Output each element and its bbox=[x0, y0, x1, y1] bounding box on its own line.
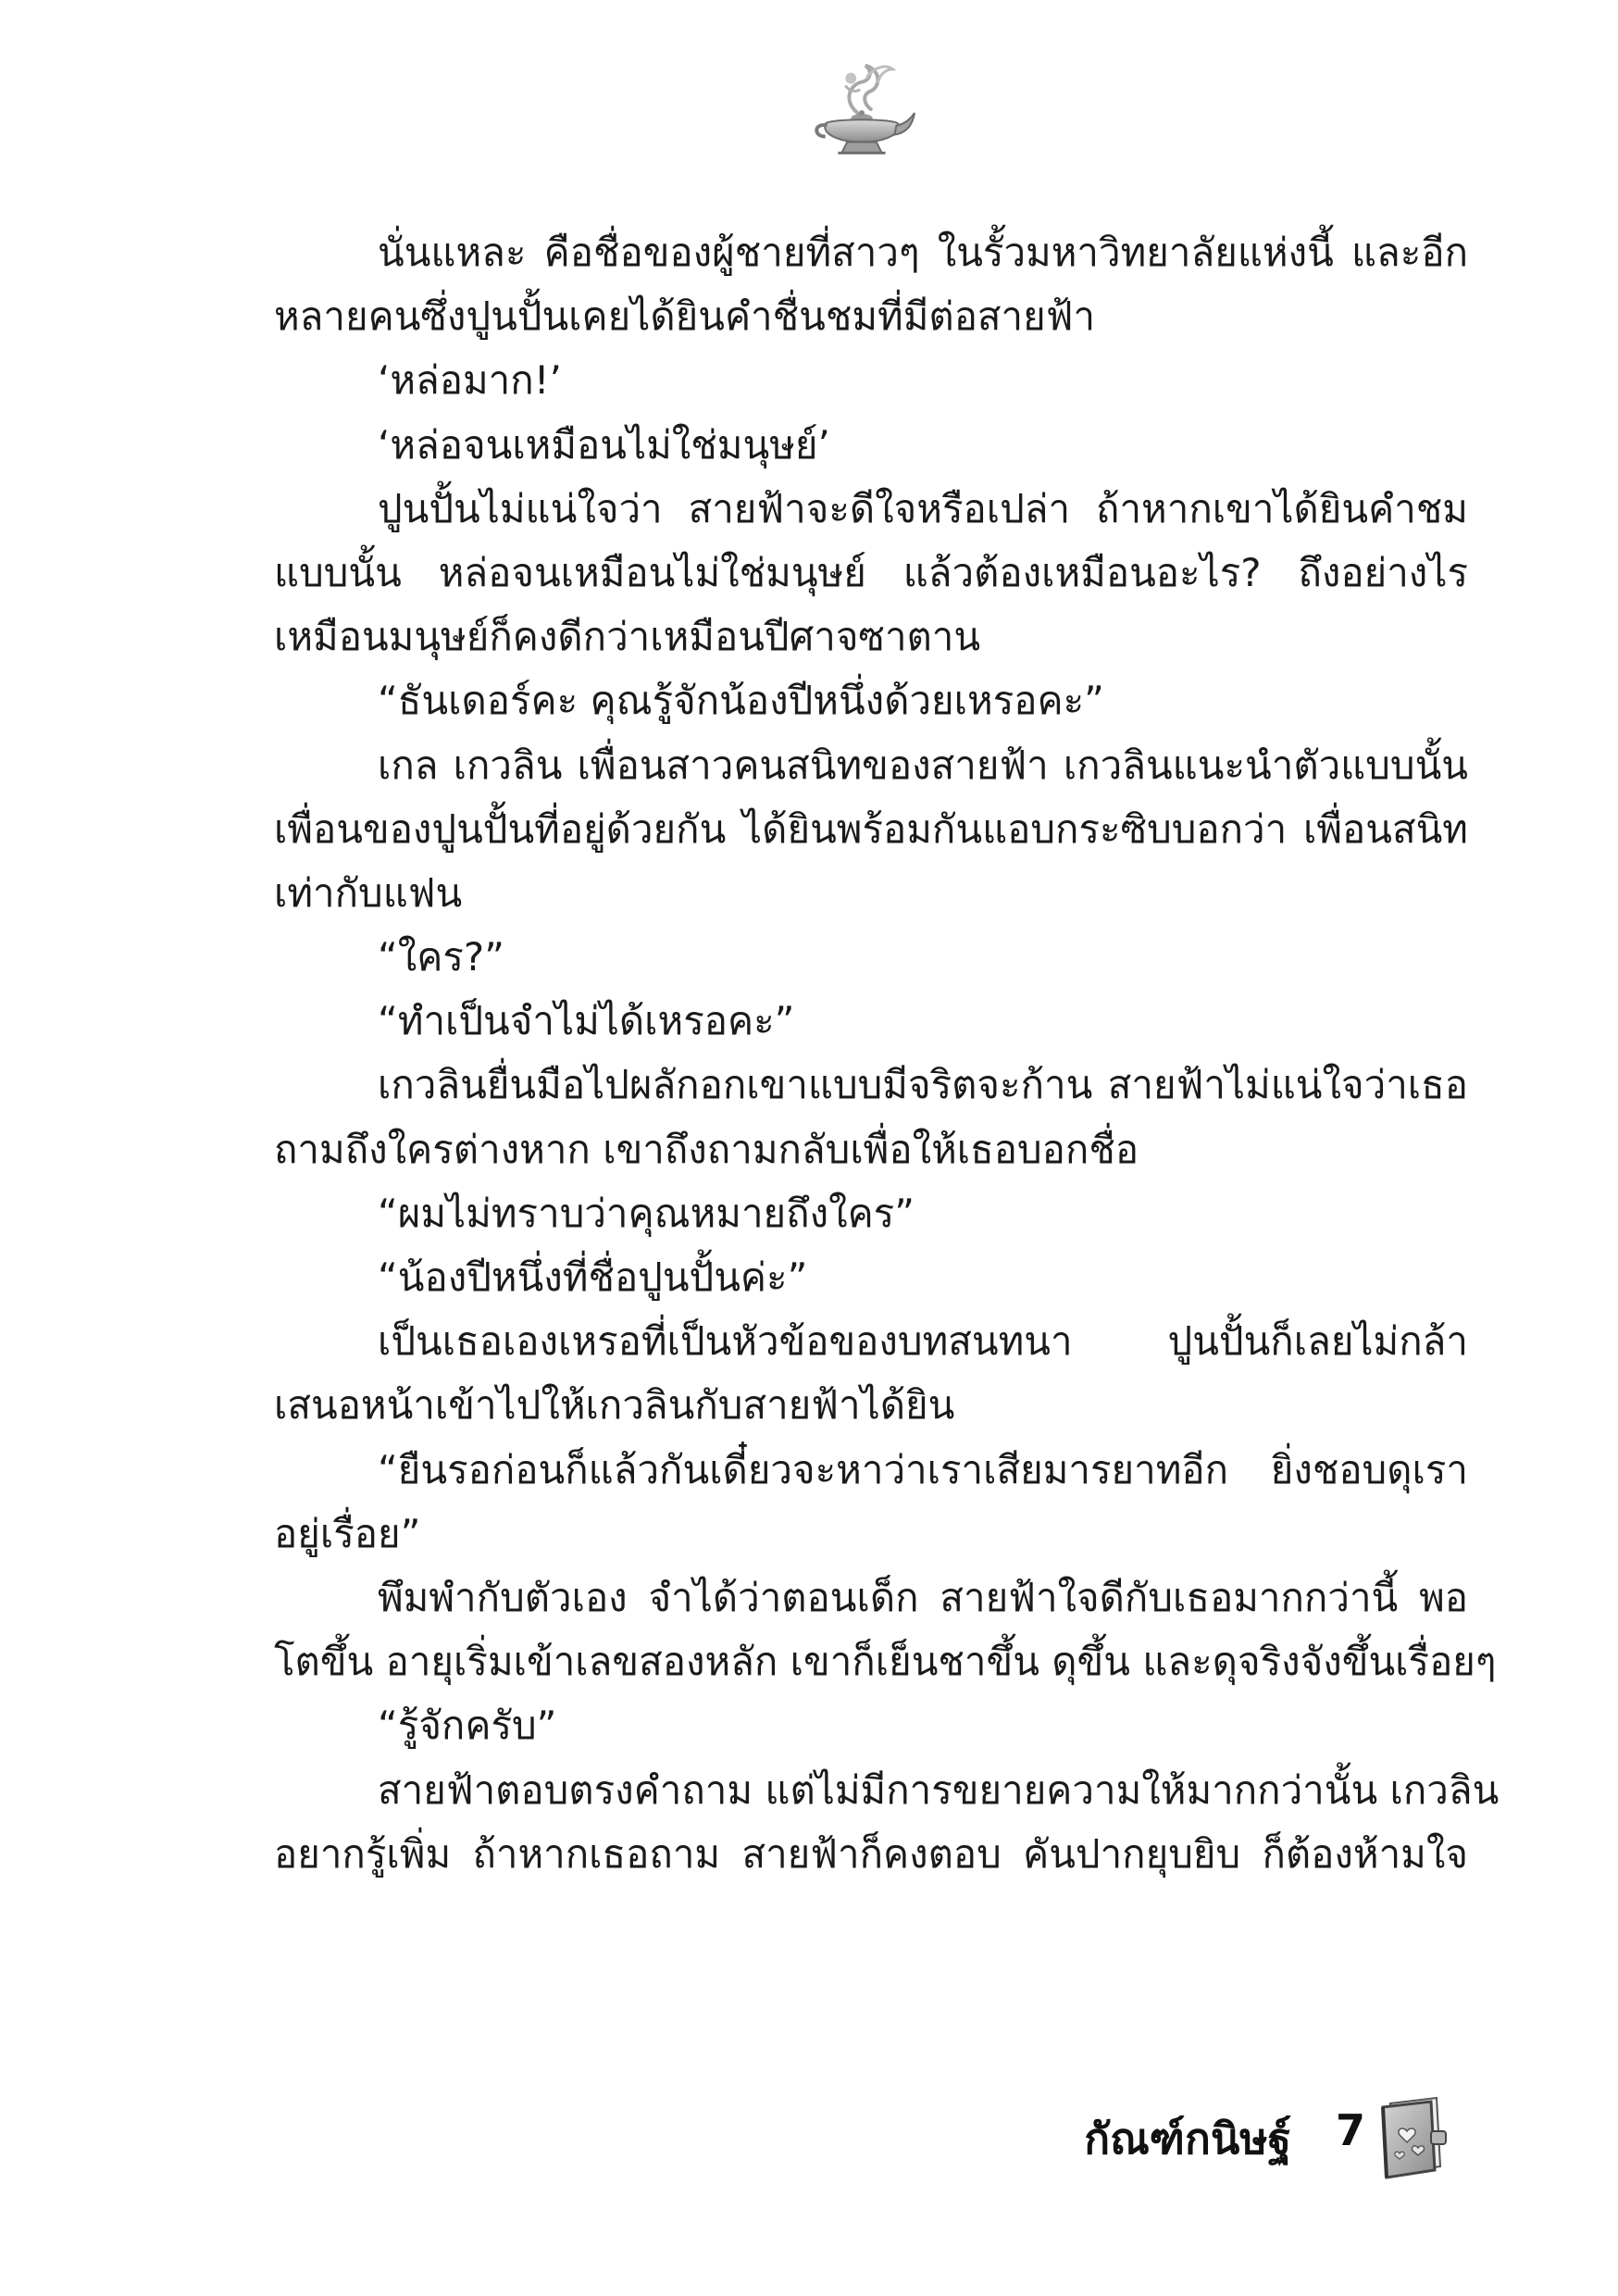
text-line: เพื่อนของปูนปั้นที่อยู่ด้วยกัน ได้ยินพร้อมกันแอบกระซิบบอกว่า เพื่อนสนิท bbox=[274, 805, 1468, 852]
text-line: นั่นแหละ คือชื่อของผู้ชายที่สาวๆ ในรั้วมหาวิทยาลัยแห่งนี้ และอีก bbox=[378, 230, 1468, 275]
text-line: เท่ากับแฟน bbox=[274, 869, 463, 916]
author-name: กัณฑ์กนิษฐ์ bbox=[1084, 2114, 1291, 2164]
genie-lamp-icon bbox=[807, 57, 916, 161]
text-line: เกวลินยื่นมือไปผลักอกเขาแบบมีจริตจะก้าน สายฟ้าไม่แน่ใจว่าเธอ bbox=[378, 1062, 1468, 1108]
text-line: “ยืนรอก่อนก็แล้วกันเดี๋ยวจะหาว่าเราเสียมารยาทอีก ยิ่งชอบดุเรา bbox=[378, 1446, 1468, 1492]
text-line: “ใคร?” bbox=[378, 934, 504, 980]
text-line: โตขึ้น อายุเริ่มเข้าเลขสองหลัก เขาก็เย็นชาขึ้น ดุขึ้น และดุจริงจังขึ้นเรื่อยๆ bbox=[274, 1639, 1497, 1685]
text-line: “ทำเป็นจำไม่ได้เหรอคะ” bbox=[378, 998, 795, 1044]
text-line: “ธันเดอร์คะ คุณรู้จักน้องปีหนึ่งด้วยเหรอคะ” bbox=[378, 678, 1104, 724]
text-line: พึมพำกับตัวเอง จำได้ว่าตอนเด็ก สายฟ้าใจดีกับเธอมากกว่านี้ พอ bbox=[378, 1574, 1468, 1620]
text-line: “น้องปีหนึ่งที่ชื่อปูนปั้นค่ะ” bbox=[378, 1254, 808, 1300]
text-line: ถามถึงใครต่างหาก เขาถึงถามกลับเพื่อให้เธอบอกชื่อ bbox=[274, 1126, 1139, 1172]
book-icon bbox=[1372, 2094, 1455, 2179]
text-line: ‘หล่อจนเหมือนไม่ใช่มนุษย์’ bbox=[378, 421, 830, 468]
story-text bbox=[274, 220, 1500, 1886]
text-line: เกล เกวลิน เพื่อนสาวคนสนิทของสายฟ้า เกวลินแนะนำตัวแบบนั้น bbox=[378, 742, 1468, 788]
text-line: หลายคนซึ่งปูนปั้นเคยได้ยินคำชื่นชมที่มีต่อสายฟ้า bbox=[274, 293, 1096, 340]
text-line: อยู่เรื่อย” bbox=[274, 1510, 421, 1556]
text-line: “รู้จักครับ” bbox=[378, 1703, 557, 1749]
text-line: เป็นเธอเองเหรอที่เป็นหัวข้อของบทสนทนา ปูนปั้นก็เลยไม่กล้า bbox=[378, 1318, 1468, 1365]
text-line: เสนอหน้าเข้าไปให้เกวลินกับสายฟ้าได้ยิน bbox=[274, 1382, 955, 1429]
text-line: สายฟ้าตอบตรงคำถาม แต่ไม่มีการขยายความให้มากกว่านั้น เกวลิน bbox=[378, 1766, 1500, 1813]
text-line: อยากรู้เพิ่ม ถ้าหากเธอถาม สายฟ้าก็คงตอบ คันปากยุบยิบ ก็ต้องห้ามใจ bbox=[274, 1830, 1468, 1877]
text-line: แบบนั้น หล่อจนเหมือนไม่ใช่มนุษย์ แล้วต้องเหมือนอะไร? ถึงอย่างไร bbox=[274, 549, 1468, 595]
text-line: “ผมไม่ทราบว่าคุณหมายถึงใคร” bbox=[378, 1190, 915, 1236]
page-number: 7 bbox=[1335, 2105, 1365, 2155]
text-line: ปูนปั้นไม่แน่ใจว่า สายฟ้าจะดีใจหรือเปล่า ถ้าหากเขาได้ยินคำชม bbox=[378, 485, 1468, 531]
text-line: เหมือนมนุษย์ก็คงดีกว่าเหมือนปีศาจซาตาน bbox=[274, 614, 981, 660]
page-footer bbox=[1074, 2094, 1481, 2183]
text-line: ‘หล่อมาก!’ bbox=[378, 357, 562, 404]
